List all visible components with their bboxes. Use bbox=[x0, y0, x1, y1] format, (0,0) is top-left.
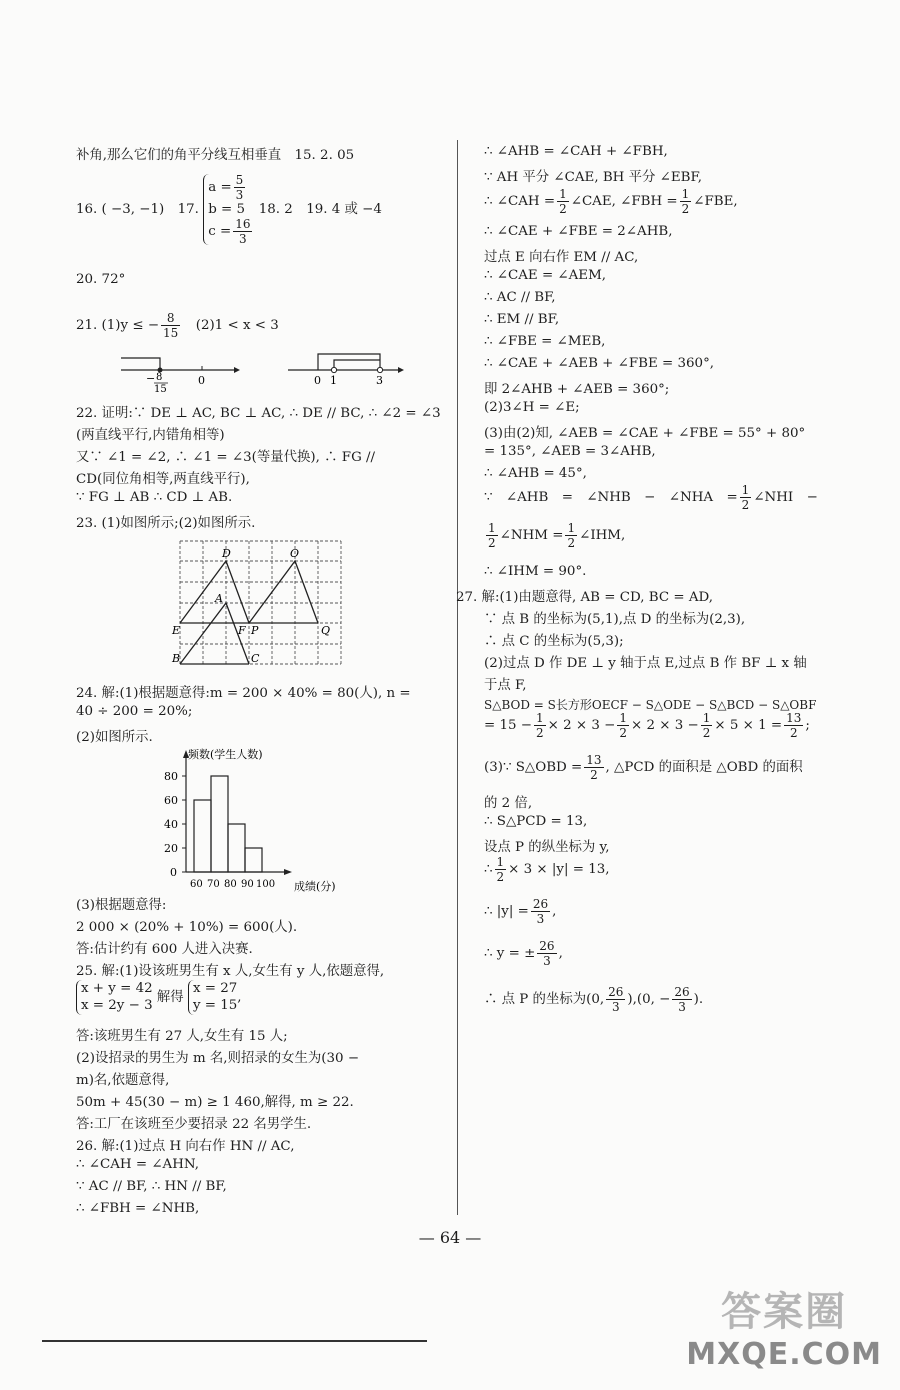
answer-line: ∴ y = ± $\frac{26}{3}$ , bbox=[484, 939, 563, 968]
answer-line: ∴ |y| = $\frac{26}{3}$ , bbox=[484, 897, 557, 926]
equation-system-17: a = $\frac{5}{3}$ b = 5 c = $\frac{16}{3}$ bbox=[203, 174, 254, 245]
answer-line: ∴ ∠CAE = ∠AEM, bbox=[484, 268, 607, 283]
x-tick-label: 100 bbox=[256, 879, 276, 890]
answer-line: 又∵ ∠1 = ∠2, ∴ ∠1 = ∠3(等量代换), ∴ FG // bbox=[76, 450, 376, 465]
point-label: E bbox=[172, 624, 181, 637]
x-tick-label: 80 bbox=[224, 879, 237, 890]
answer-line: 答:估计约有 600 人进入决赛. bbox=[76, 942, 253, 957]
answer-line: ∵ FG ⊥ AB ∴ CD ⊥ AB. bbox=[76, 490, 233, 505]
point-label: Q bbox=[321, 624, 331, 637]
number-lines-figure bbox=[76, 346, 406, 395]
tick-label: 1 bbox=[330, 374, 337, 387]
answer-line-25: 25. 解:(1)设该班男生有 x 人,女生有 y 人,依题意得, bbox=[76, 964, 385, 979]
point-label: P bbox=[251, 624, 259, 637]
watermark-logo: 答案圈 bbox=[721, 1289, 848, 1335]
answer-line: ∴ ∠FBH = ∠NHB, bbox=[76, 1201, 200, 1216]
watermark-url: MXQE.COM bbox=[686, 1337, 882, 1372]
answer-line-27: 27. 解:(1)由题意得, AB = CD, BC = AD, bbox=[456, 590, 714, 605]
histogram-figure bbox=[156, 744, 366, 894]
answer-line: CD(同位角相等,两直线平行), bbox=[76, 472, 250, 487]
tick-label: 15 bbox=[154, 384, 167, 395]
answer-line: 于点 F, bbox=[484, 678, 527, 693]
answer-line: ∴ ∠CAE + ∠FBE = 2∠AHB, bbox=[484, 224, 673, 239]
answer-line: ∴ AC // BF, bbox=[484, 290, 556, 305]
open-point bbox=[377, 367, 382, 372]
tick-label: 3 bbox=[376, 374, 383, 387]
answer-line: ∴ ∠FBE = ∠MEB, bbox=[484, 334, 606, 349]
histogram-bar bbox=[211, 776, 228, 872]
answer-line: (两直线平行,内错角相等) bbox=[76, 428, 225, 443]
answer-line-20: 20. 72° bbox=[76, 272, 126, 287]
histogram-bars bbox=[194, 776, 262, 872]
answer-line: ∴ EM // BF, bbox=[484, 312, 560, 327]
histogram-y-label: 频数(学生人数) bbox=[188, 748, 263, 761]
answer-line: (3)由(2)知, ∠AEB = ∠CAE + ∠FBE = 55° + 80° bbox=[484, 426, 806, 441]
answer-line: ∴ S△PCD = 13, bbox=[484, 814, 588, 829]
answer-line: 50m + 45(30 − m) ≥ 1 460,解得, m ≥ 22. bbox=[76, 1095, 354, 1110]
y-tick-label: 40 bbox=[164, 818, 178, 831]
answer-line: (3)根据题意得: bbox=[76, 898, 167, 913]
point-label: D bbox=[222, 547, 231, 560]
histogram-x-label: 成绩(分) bbox=[294, 880, 336, 893]
number-line-2 bbox=[288, 354, 404, 387]
answer-line: (3)∵ S△OBD = $\frac{13}{2}$ , △PCD 的面积是 △OBD 的面积 bbox=[484, 753, 803, 782]
answer-line: ∴ ∠AHB = ∠CAH + ∠FBH, bbox=[484, 144, 668, 159]
tick-label: 0 bbox=[314, 374, 321, 387]
point-label: F bbox=[238, 624, 246, 637]
answer-line: ∴ ∠IHM = 90°. bbox=[484, 564, 587, 579]
answer-line: (2)3∠H = ∠E; bbox=[484, 400, 580, 415]
histogram-bar bbox=[245, 848, 262, 872]
point-label: O bbox=[290, 547, 300, 560]
answer-line: m)名,依题意得, bbox=[76, 1073, 170, 1088]
answer-line: (2)如图所示. bbox=[76, 730, 153, 745]
answer-line: ∴ ∠CAH = $\frac{1}{2}$ ∠CAE, ∠FBH = $\frac{1}{2}$ ∠FBE, bbox=[484, 187, 738, 216]
answer-line-21: 21. (1)y ≤ − $\frac{8}{15}$ (2)1 < x < 3 bbox=[76, 311, 279, 340]
answer-line: = 15 − $\frac{1}{2}$ × 2 × 3 − $\frac{1}{2}$ × 2 × 3 − $\frac{1}{2}$ × 5 × 1 = $\frac{13}{2}$ ; bbox=[484, 711, 810, 740]
tick-label: 8 bbox=[156, 372, 163, 383]
page-number: — 64 — bbox=[418, 1228, 482, 1247]
answer-line: S△BOD = S长方形OECF − S△ODE − S△BCD − S△OBF bbox=[484, 698, 817, 712]
answer-line: ∵ 点 B 的坐标为(5,1),点 D 的坐标为(2,3), bbox=[484, 612, 746, 627]
x-tick-label: 90 bbox=[241, 879, 254, 890]
answer-line-24: 24. 解:(1)根据题意得:m = 200 × 40% = 80(人), n = bbox=[76, 686, 411, 701]
answer-line-22: 22. 证明:∵ DE ⊥ AC, BC ⊥ AC, ∴ DE // BC, ∴ ∠2 = ∠3 bbox=[76, 406, 441, 421]
column-divider bbox=[457, 140, 458, 1215]
answer-line: ∵ AH 平分 ∠CAE, BH 平分 ∠EBF, bbox=[484, 170, 702, 185]
answer-line: ∴ ∠CAE + ∠AEB + ∠FBE = 360°, bbox=[484, 356, 715, 371]
answer-line: = 135°, ∠AEB = 3∠AHB, bbox=[484, 444, 656, 459]
tick-label: 0 bbox=[198, 374, 205, 387]
point-label: C bbox=[251, 652, 260, 665]
answer-line: 2 000 × (20% + 10%) = 600(人). bbox=[76, 920, 298, 935]
answer-line: 答:工厂在该班至少要招录 22 名男学生. bbox=[76, 1117, 312, 1132]
tick-label: − bbox=[146, 372, 156, 385]
answer-line-23: 23. (1)如图所示;(2)如图所示. bbox=[76, 516, 256, 531]
histogram-bar bbox=[228, 824, 245, 872]
answer-line: ∴ 点 P 的坐标为(0, $\frac{26}{3}$ ),(0, − $\frac{26}{3}$ ). bbox=[484, 985, 704, 1014]
point-label: B bbox=[172, 652, 181, 665]
answer-line: 40 ÷ 200 = 20%; bbox=[76, 704, 193, 719]
answer-line: $\frac{1}{2}$ ∠NHM = $\frac{1}{2}$ ∠IHM, bbox=[488, 521, 626, 550]
answer-line: 过点 E 向右作 EM // AC, bbox=[484, 250, 639, 265]
x-tick-label: 70 bbox=[207, 879, 220, 890]
histogram-bar bbox=[194, 800, 211, 872]
answer-line: ∴ 点 C 的坐标为(5,3); bbox=[484, 634, 624, 649]
answer-line: (2)设招录的男生为 m 名,则招录的女生为(30 − bbox=[76, 1051, 360, 1066]
equation-system-25: x + y = 42 x = 2y − 3 解得 x = 27 y = 15 , bbox=[76, 980, 242, 1015]
answer-line: 的 2 倍, bbox=[484, 796, 533, 811]
answer-line: ∴ $\frac{1}{2}$ × 3 × |y| = 13, bbox=[484, 855, 610, 884]
grid-figure bbox=[172, 536, 352, 670]
open-point bbox=[331, 367, 336, 372]
answer-line: ∴ ∠AHB = 45°, bbox=[484, 466, 587, 481]
answer-line: (2)过点 D 作 DE ⊥ y 轴于点 E,过点 B 作 BF ⊥ x 轴 bbox=[484, 656, 807, 671]
watermark bbox=[686, 1280, 882, 1372]
number-line-1 bbox=[121, 358, 240, 395]
footer-rule bbox=[42, 1340, 427, 1342]
answer-line-26: 26. 解:(1)过点 H 向右作 HN // AC, bbox=[76, 1139, 295, 1154]
y-tick-label: 80 bbox=[164, 770, 178, 783]
y-tick-label: 20 bbox=[164, 842, 178, 855]
answer-line: 设点 P 的纵坐标为 y, bbox=[484, 840, 610, 855]
answer-line: ∵ ∠AHB = ∠NHB − ∠NHA = $\frac{1}{2}$ ∠NHI − bbox=[484, 483, 818, 512]
answer-line: ∴ ∠CAH = ∠AHN, bbox=[76, 1157, 200, 1172]
answer-line: 即 2∠AHB + ∠AEB = 360°; bbox=[484, 382, 670, 397]
point-label: A bbox=[215, 592, 223, 605]
x-tick-label: 60 bbox=[190, 879, 203, 890]
answer-line: ∵ AC // BF, ∴ HN // BF, bbox=[76, 1179, 227, 1194]
y-tick-label: 60 bbox=[164, 794, 178, 807]
answer-line: 答:该班男生有 27 人,女生有 15 人; bbox=[76, 1029, 288, 1044]
answer-line-16-19: 16. ( −3, −1) 17. a = $\frac{5}{3}$ b = 5 c = $\frac{16}{3}$ 18. 2 19. 4 或 −4 bbox=[76, 173, 382, 247]
answer-line: 补角,那么它们的角平分线互相垂直 15. 2. 05 bbox=[76, 148, 355, 163]
y-tick-label: 0 bbox=[170, 866, 177, 879]
